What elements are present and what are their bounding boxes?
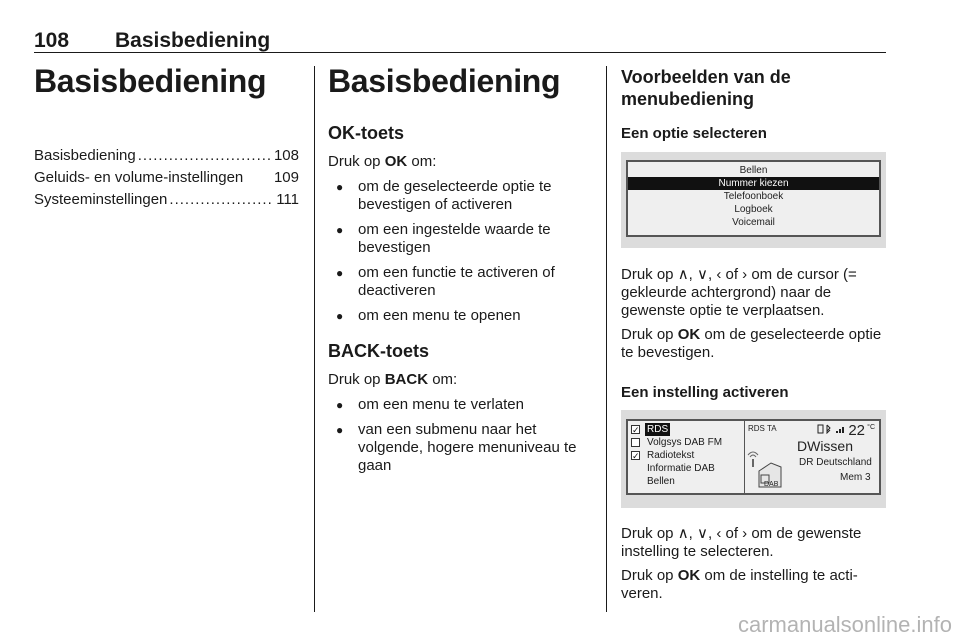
setting-row: Informatie DAB [647,463,715,474]
table-of-contents [34,145,299,211]
select-heading: Een optie selecteren [621,125,767,142]
setting-row: Volgsys DAB FM [628,436,744,449]
toc-page: 108 [273,147,299,164]
setting-para-1: Druk op ∧, ∨, ‹ of › om de gewenste instelling te selecteren. [621,525,862,560]
list-item: ● om een ingestelde waarde te bevestigen [328,221,596,257]
setting-row: ✓ RDS [632,424,669,435]
menu-item-selected: Nummer kiezen [628,177,879,190]
chapter-title: Basisbediening [34,63,267,99]
watermark: carmanualsonline.info [737,612,952,637]
back-heading: BACK-toets [328,341,429,361]
ok-list [328,178,596,325]
radio-status-panel [745,421,879,493]
setting-screen-image [621,410,886,508]
toc-entry[interactable] [34,145,299,167]
middle-column [328,62,596,475]
ensemble-name: DR Deutschland [799,457,872,468]
setting-row: Bellen [647,476,675,487]
setting-text-block [621,525,886,603]
list-item: ● van een submenu naar het volgende, hogere menuniveau te gaan [328,421,596,475]
setting-row: ✓ Radiotekst [632,450,695,461]
ok-intro: Druk op OK om: [328,153,437,170]
select-text-block [621,266,886,402]
memory-slot: Mem 3 [840,472,871,483]
rds-status: RDS TA [748,424,777,433]
list-item: ● om de geselecteerde optie te bevestigen of activeren [328,178,596,214]
toc-entry[interactable] [34,167,299,189]
menu-item: Voicemail [732,217,775,228]
temperature-unit: °C [867,424,875,431]
checkbox-empty-icon [631,438,640,447]
phone-signal-icon [817,424,847,434]
page-number: 108 [34,29,70,52]
menu-screen-image [621,152,886,248]
settings-list [628,421,745,493]
list-item: ● om een functie te activeren of deactiveren [328,264,596,300]
menu-item: Telefoonboek [723,191,784,202]
display-frame [626,419,881,495]
list-item: ● om een menu te verlaten [328,396,596,414]
menu-title: Bellen [739,165,768,176]
display-frame [626,160,881,237]
toc-page: 111 [276,191,299,208]
ok-key: OK [384,153,408,170]
checkbox-checked-icon: ✓ [632,425,640,435]
toc-leader [169,189,274,211]
ok-key: OK [677,567,701,584]
toc-label: Basisbediening [34,147,136,164]
dab-label: DAB [764,481,779,488]
toc-leader [138,145,272,167]
examples-title: Voorbeelden van de menubediening [621,67,791,109]
toc-label: Geluids- en volume-instellingen [34,169,244,186]
ok-key: OK [677,326,701,343]
temperature: 22 [848,422,865,439]
list-item: ● om een menu te openen [328,307,596,325]
toc-label: Systeeminstellingen [34,191,168,208]
setting-para-2: Druk op OK om de instelling te activeren. [621,567,858,602]
setting-heading: Een instelling activeren [621,384,789,401]
back-intro: Druk op BACK om: [328,371,458,388]
back-key: BACK [384,371,429,388]
toc-entry[interactable] [34,189,299,211]
running-header: Basisbediening [115,29,271,52]
left-column [34,62,304,100]
station-name: DWissen [797,438,854,454]
select-para-2: Druk op OK om de geselecteerde optie te bevestigen. [621,326,882,361]
header-rule [34,52,886,53]
checkbox-checked-icon: ✓ [632,451,640,461]
right-column [621,62,886,143]
column-divider [606,66,607,612]
section-title: Basisbediening [328,63,561,99]
toc-page: 109 [273,169,299,186]
column-divider [314,66,315,612]
ok-heading: OK-toets [328,123,404,143]
select-para-1: Druk op ∧, ∨, ‹ of › om de cursor (= gekleurde achtergrond) naar de gewenste optie te verplaatsen. [621,266,857,319]
menu-item: Logboek [734,204,773,215]
back-list [328,396,596,475]
